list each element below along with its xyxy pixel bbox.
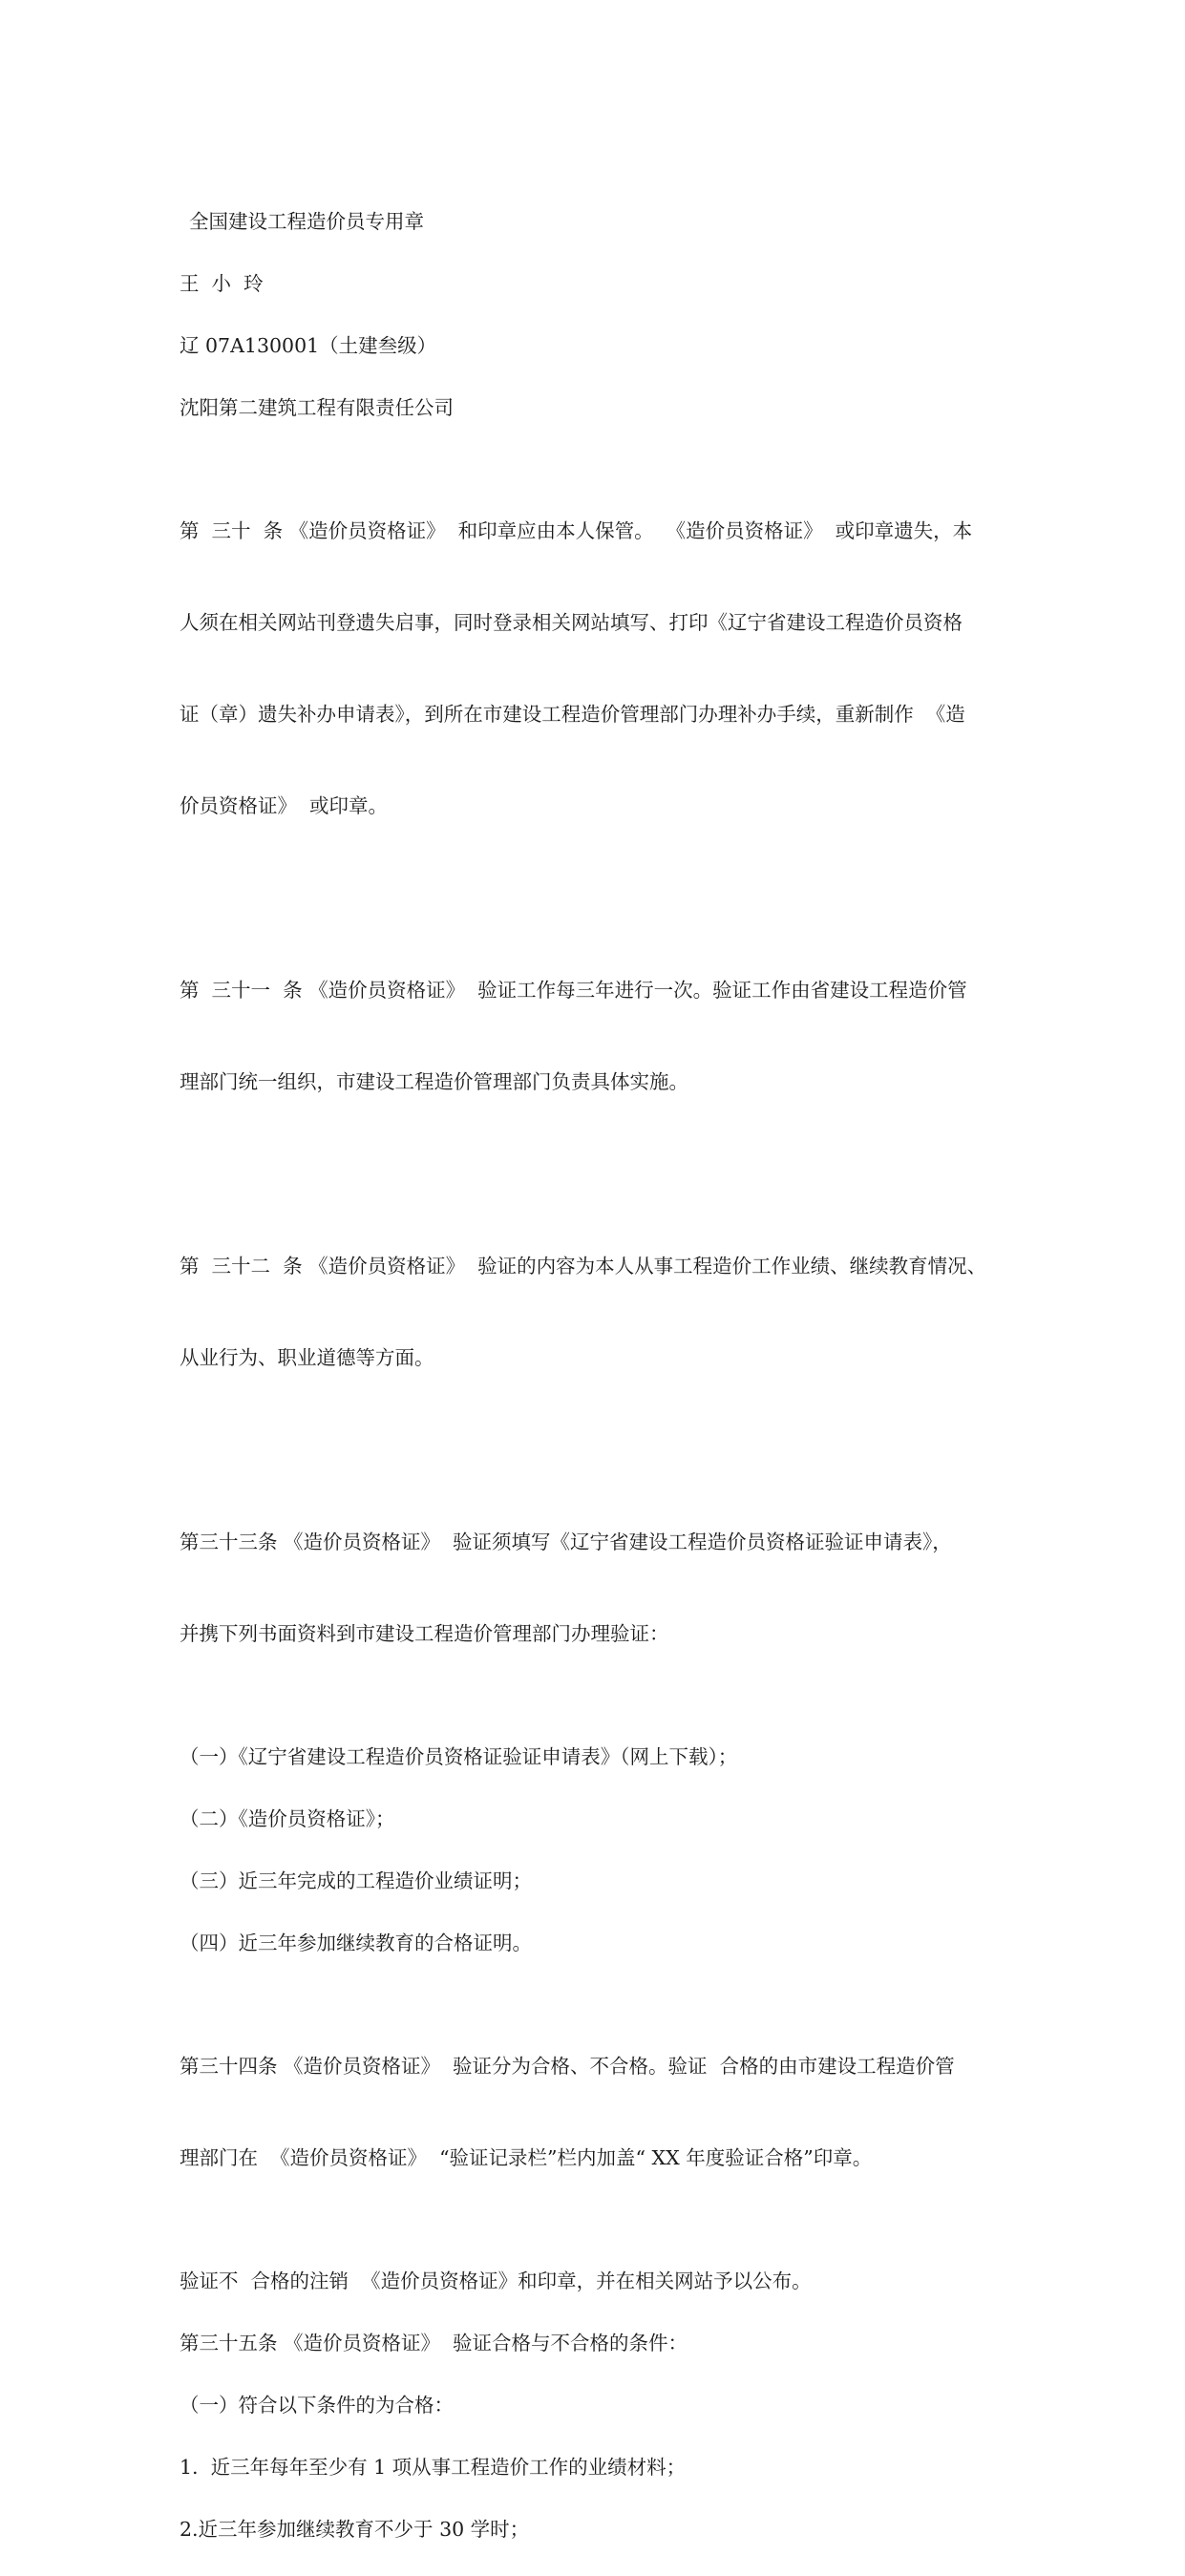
article-32-line: 第 三十二 条 《造价员资格证》 验证的内容为本人从事工程造价工作业绩、继续教育情况、 — [180, 1255, 987, 1277]
article-31-line: 第 三十一 条 《造价员资格证》 验证工作每三年进行一次。验证工作由省建设工程造价管 — [180, 979, 967, 1002]
article-32-line: 从业行为、职业道德等方面。 — [180, 1346, 434, 1369]
condition-2: 2.近三年参加继续教育不少于 30 学时； — [180, 2518, 530, 2541]
certificate-number: 辽 07A130001（土建叁级） — [180, 334, 437, 357]
stamp-title: 全国建设工程造价员专用章 — [189, 210, 424, 233]
article-32 — [180, 1190, 1020, 1434]
article-30-line: 人须在相关网站刊登遗失启事，同时登录相关网站填写、打印《辽宁省建设工程造价员资格 — [180, 611, 963, 634]
article-31 — [180, 914, 1020, 1158]
list-item-3: （三）近三年完成的工程造价业绩证明； — [180, 1869, 532, 1892]
article-30 — [180, 454, 1020, 882]
qualify-heading: （一）符合以下条件的为合格： — [180, 2394, 454, 2417]
article-30-line: 价员资格证》 或印章。 — [180, 794, 389, 817]
article-33-line: 并携下列书面资料到市建设工程造价管理部门办理验证： — [180, 1622, 669, 1645]
article-30-line: 证（章）遗失补办申请表》，到所在市建设工程造价管理部门办理补办手续，重新制作 《造 — [180, 703, 965, 726]
list-item-1: （一）《辽宁省建设工程造价员资格证验证申请表》（网上下载）； — [180, 1745, 738, 1768]
company-name: 沈阳第二建筑工程有限责任公司 — [180, 396, 454, 419]
document-body — [180, 206, 1020, 2576]
condition-1: 1. 近三年每年至少有 1 项从事工程造价工作的业绩材料； — [180, 2456, 687, 2479]
list-item-2: （二）《造价员资格证》； — [180, 1807, 395, 1830]
article-33 — [180, 1466, 1020, 1710]
article-30-line: 第 三十 条 《造价员资格证》 和印章应由本人保管。 《造价员资格证》 或印章遗失，本 — [180, 519, 973, 542]
list-item-4: （四）近三年参加继续教育的合格证明。 — [180, 1932, 532, 1954]
article-33-line: 第三十三条 《造价员资格证》 验证须填写《辽宁省建设工程造价员资格证验证申请表》， — [180, 1531, 952, 1553]
article-34-line: 理部门在 《造价员资格证》 “验证记录栏”栏内加盖“ XX 年度验证合格”印章。 — [180, 2146, 873, 2169]
article-34 — [180, 1990, 1020, 2234]
article-34-continuation: 验证不 合格的注销 《造价员资格证》和印章，并在相关网站予以公布。 — [180, 2270, 812, 2292]
article-35: 第三十五条 《造价员资格证》 验证合格与不合格的条件： — [180, 2332, 688, 2354]
holder-name: 王 小 玲 — [180, 272, 264, 295]
article-34-line: 第三十四条 《造价员资格证》 验证分为合格、不合格。验证 合格的由市建设工程造价管 — [180, 2055, 955, 2078]
article-31-line: 理部门统一组织，市建设工程造价管理部门负责具体实施。 — [180, 1070, 688, 1093]
